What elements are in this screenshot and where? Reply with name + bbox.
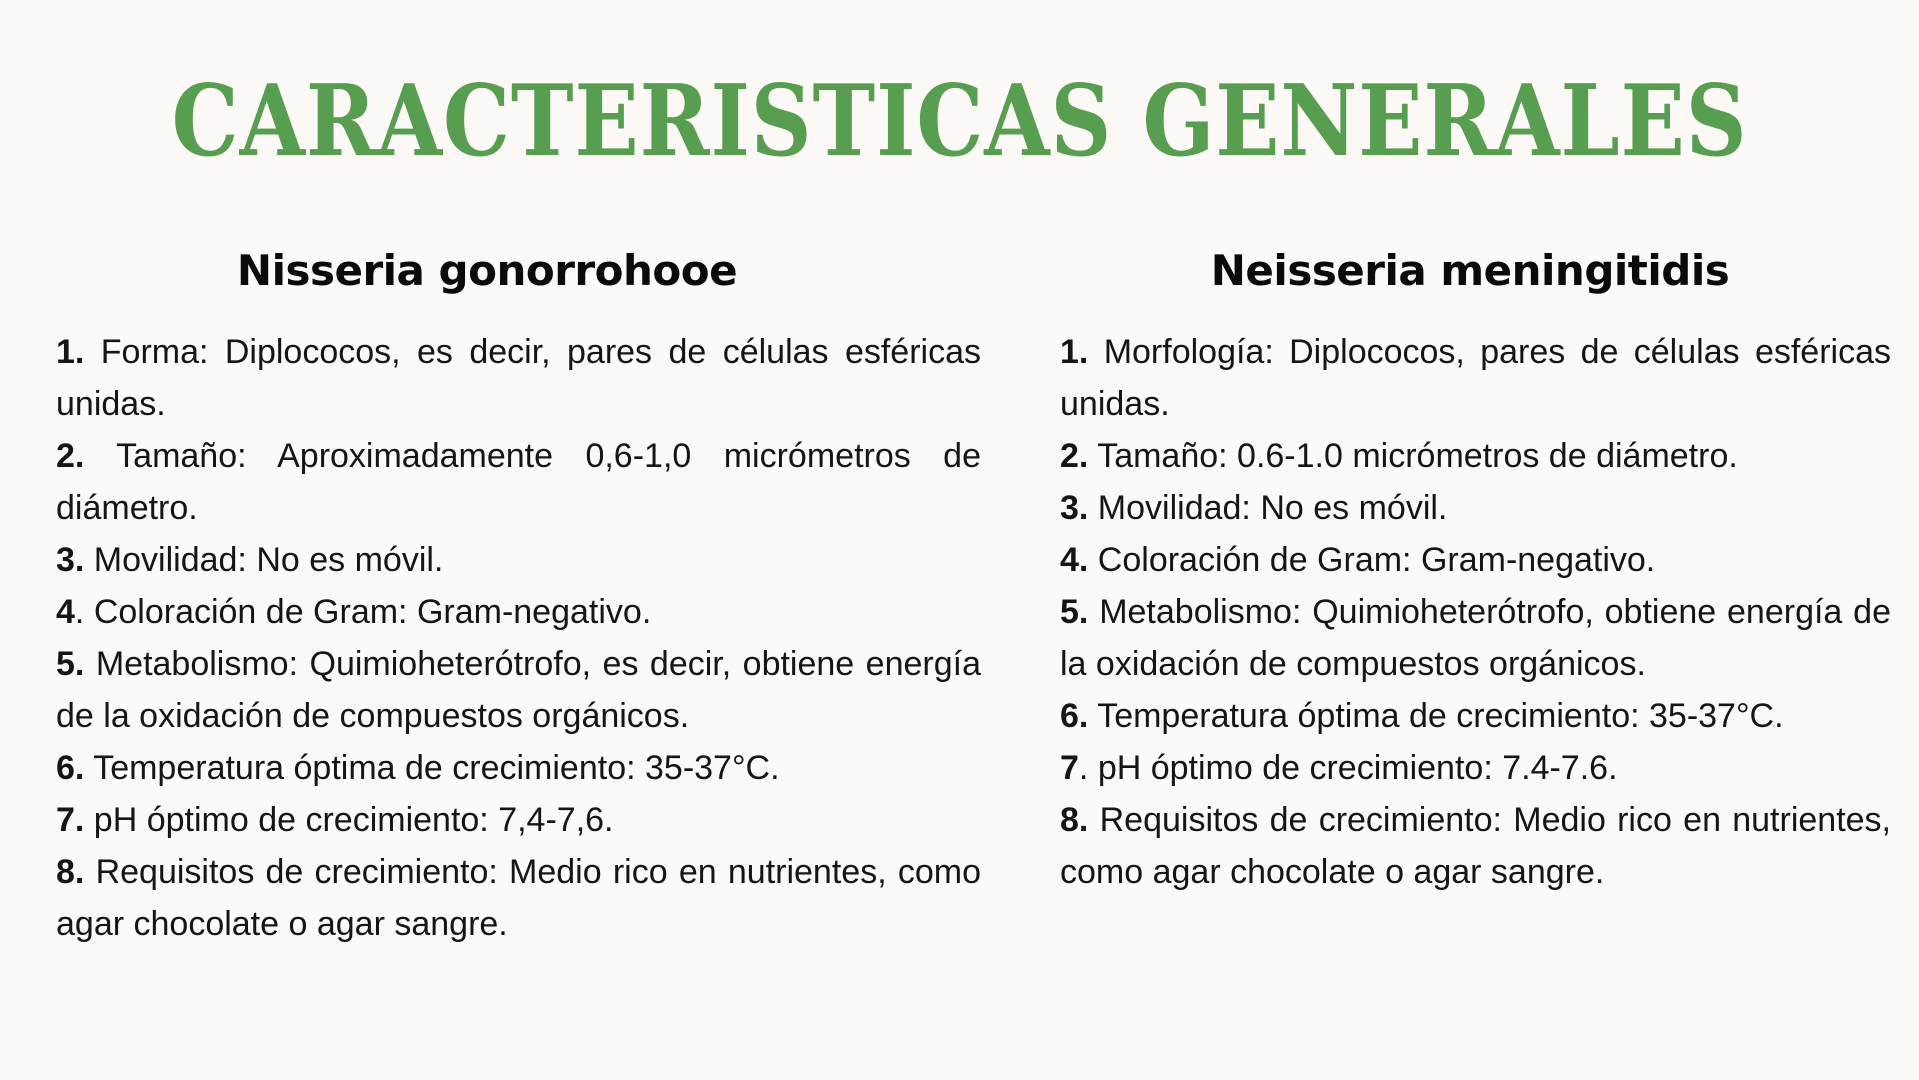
list-item — [56, 846, 981, 950]
item-number: 1. — [1060, 333, 1089, 371]
item-number: 7 — [1060, 749, 1079, 787]
item-text: Metabolismo: Quimioheterótrofo, obtiene energía de la oxidación de compuestos orgánicos. — [1060, 593, 1891, 683]
item-text: Forma: Diplococos, es decir, pares de células esféricas unidas. — [56, 333, 981, 423]
item-text: Temperatura óptima de crecimiento: 35-37°C. — [1088, 697, 1784, 735]
item-text: Movilidad: No es móvil. — [84, 541, 444, 579]
item-number: 5. — [1060, 593, 1089, 631]
item-number: 2. — [56, 437, 85, 475]
characteristics-list — [1060, 326, 1891, 898]
list-item — [56, 534, 981, 586]
item-text: Morfología: Diplococos, pares de células esféricas unidas. — [1060, 333, 1891, 423]
list-item — [1060, 326, 1891, 430]
list-item — [56, 430, 981, 534]
item-text: Coloración de Gram: Gram-negativo. — [1088, 541, 1656, 579]
item-number: 7. — [56, 801, 85, 839]
list-item — [56, 638, 981, 742]
item-number: 6. — [1060, 697, 1089, 735]
list-item — [1060, 742, 1891, 794]
item-number: 8. — [56, 853, 85, 891]
column-heading: Nisseria gonorrohooe — [236, 246, 738, 295]
list-item — [56, 326, 981, 430]
list-item — [1060, 430, 1891, 482]
item-number: 4 — [56, 593, 75, 631]
item-text: Metabolismo: Quimioheterótrofo, es decir, obtiene energía de la oxidación de compuestos orgánicos. — [56, 645, 981, 735]
item-number: 3. — [56, 541, 85, 579]
list-item — [1060, 534, 1891, 586]
item-text: Temperatura óptima de crecimiento: 35-37°C. — [84, 749, 780, 787]
characteristics-list — [56, 326, 981, 950]
item-number: 4. — [1060, 541, 1089, 579]
item-number: 2. — [1060, 437, 1089, 475]
item-text: Movilidad: No es móvil. — [1088, 489, 1448, 527]
item-text: Tamaño: 0.6-1.0 micrómetros de diámetro. — [1088, 437, 1738, 475]
item-text: Requisitos de crecimiento: Medio rico en nutrientes, como agar chocolate o agar sangre. — [56, 853, 981, 943]
item-number: 5. — [56, 645, 85, 683]
item-number: 1. — [56, 333, 85, 371]
list-item — [1060, 690, 1891, 742]
column-meningitidis — [1060, 240, 1891, 898]
column-heading: Neisseria meningitidis — [1210, 246, 1730, 295]
item-text: Requisitos de crecimiento: Medio rico en nutrientes, como agar chocolate o agar sangre. — [1060, 801, 1891, 891]
list-item — [1060, 482, 1891, 534]
item-text: Tamaño: Aproximadamente 0,6-1,0 micrómetros de diámetro. — [56, 437, 981, 527]
item-text: pH óptimo de crecimiento: 7,4-7,6. — [84, 801, 614, 839]
item-text: . Coloración de Gram: Gram-negativo. — [74, 593, 652, 631]
list-item — [56, 742, 981, 794]
page-title: CARACTERISTICAS GENERALES — [171, 64, 1748, 179]
list-item — [56, 794, 981, 846]
item-number: 8. — [1060, 801, 1089, 839]
item-text: . pH óptimo de crecimiento: 7.4-7.6. — [1078, 749, 1618, 787]
list-item — [1060, 586, 1891, 690]
list-item — [1060, 794, 1891, 898]
item-number: 3. — [1060, 489, 1089, 527]
item-number: 6. — [56, 749, 85, 787]
column-gonorrhoeae — [56, 240, 981, 950]
list-item — [56, 586, 981, 638]
